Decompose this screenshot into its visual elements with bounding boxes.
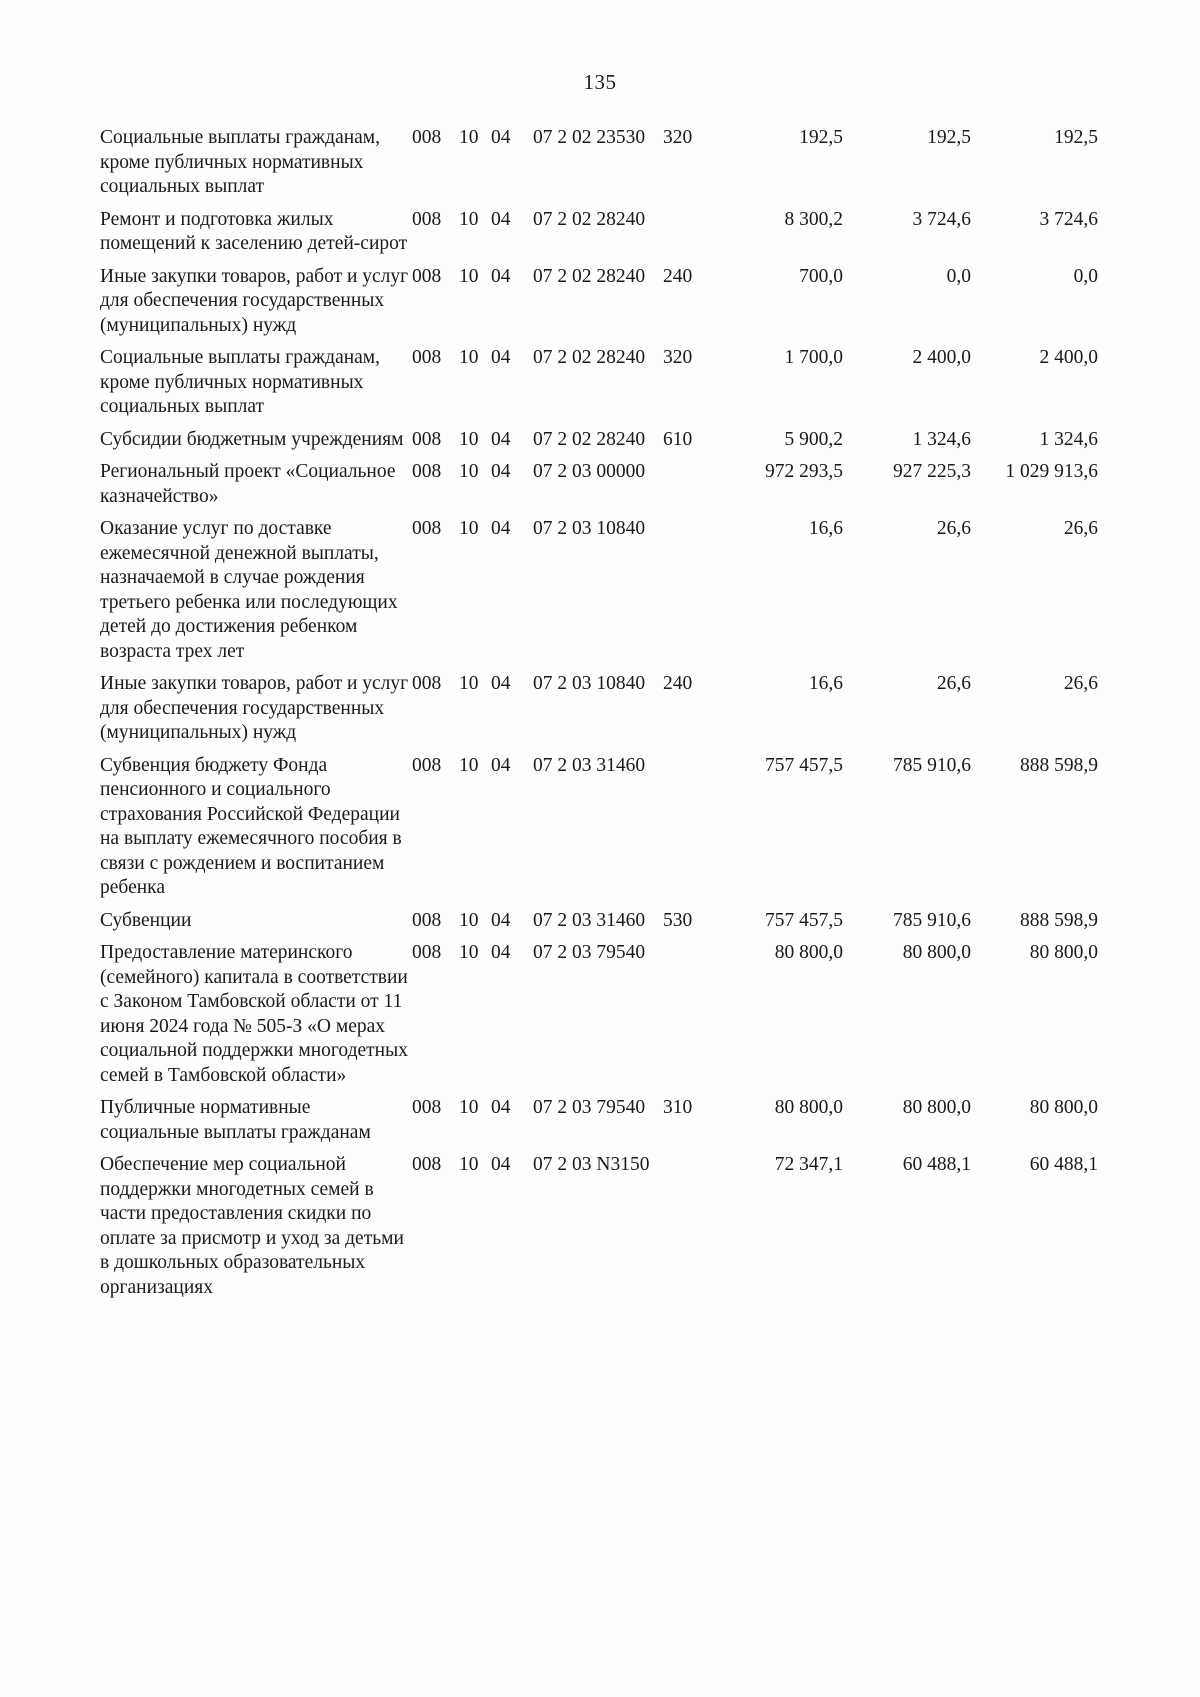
row-name: Иные закупки товаров, работ и услуг для обеспечения государственных (муниципальных) нужд bbox=[100, 673, 409, 743]
page-number: 135 bbox=[583, 70, 617, 94]
row-target-article: 07 2 03 31460 bbox=[533, 754, 646, 776]
table-row bbox=[100, 208, 1098, 265]
row-expense-type bbox=[663, 208, 713, 265]
row-expense-type: 320 bbox=[663, 127, 693, 148]
row-amount-year3: 888 598,9 bbox=[1020, 754, 1098, 776]
row-target-article: 07 2 02 23530 bbox=[533, 127, 646, 148]
row-expense-type: 530 bbox=[663, 909, 693, 931]
row-amount-year1: 192,5 bbox=[799, 127, 843, 148]
row-expense-type: 240 bbox=[663, 265, 693, 287]
row-expense-type bbox=[663, 460, 713, 517]
row-amount-year3: 26,6 bbox=[1063, 518, 1098, 539]
table-row bbox=[100, 517, 1098, 672]
row-amount-year1: 1 700,0 bbox=[784, 347, 843, 368]
row-name: Обеспечение мер социальной поддержки многодетных семей в части предоставления скидки по оплате за присмотр и уход за детьми в дошкольных образовательных организациях bbox=[100, 1154, 404, 1298]
row-name: Ремонт и подготовка жилых помещений к заселению детей-сирот bbox=[100, 208, 408, 254]
table-row bbox=[100, 909, 1098, 942]
row-grbs-code: 008 bbox=[412, 909, 442, 931]
row-amount-year2: 0,0 bbox=[946, 265, 971, 287]
table-row bbox=[100, 672, 1098, 754]
table-row bbox=[100, 1096, 1098, 1153]
row-grbs-code: 008 bbox=[412, 208, 442, 230]
table-row bbox=[100, 428, 1098, 461]
row-amount-year2: 927 225,3 bbox=[893, 461, 971, 482]
row-amount-year1: 16,6 bbox=[808, 673, 843, 694]
row-amount-year2: 80 800,0 bbox=[902, 1097, 971, 1118]
row-section-code: 10 bbox=[459, 518, 479, 539]
table-row bbox=[100, 941, 1098, 1096]
row-amount-year3: 192,5 bbox=[1054, 127, 1098, 148]
row-section-code: 10 bbox=[459, 347, 479, 368]
row-target-article: 07 2 02 28240 bbox=[533, 265, 646, 287]
row-amount-year2: 60 488,1 bbox=[902, 1154, 971, 1175]
row-subsection-code: 04 bbox=[491, 942, 511, 963]
row-amount-year1: 80 800,0 bbox=[774, 942, 843, 963]
row-expense-type: 310 bbox=[663, 1097, 693, 1118]
row-section-code: 10 bbox=[459, 754, 479, 776]
row-subsection-code: 04 bbox=[491, 754, 511, 776]
row-subsection-code: 04 bbox=[491, 428, 511, 450]
row-amount-year3: 888 598,9 bbox=[1020, 909, 1098, 931]
row-grbs-code: 008 bbox=[412, 673, 442, 694]
row-amount-year3: 1 324,6 bbox=[1039, 428, 1098, 450]
row-amount-year2: 192,5 bbox=[927, 127, 971, 148]
row-section-code: 10 bbox=[459, 265, 479, 287]
row-amount-year3: 0,0 bbox=[1073, 265, 1098, 287]
row-expense-type bbox=[663, 1153, 713, 1308]
row-amount-year2: 1 324,6 bbox=[912, 428, 971, 450]
table-row bbox=[100, 346, 1098, 428]
row-section-code: 10 bbox=[459, 909, 479, 931]
row-target-article: 07 2 03 79540 bbox=[533, 1097, 646, 1118]
row-amount-year3: 80 800,0 bbox=[1029, 942, 1098, 963]
row-subsection-code: 04 bbox=[491, 518, 511, 539]
budget-table-body bbox=[100, 126, 1098, 1308]
row-expense-type bbox=[663, 941, 713, 1096]
row-target-article: 07 2 03 79540 bbox=[533, 942, 646, 963]
row-section-code: 10 bbox=[459, 461, 479, 482]
row-amount-year1: 8 300,2 bbox=[784, 208, 843, 230]
row-amount-year2: 26,6 bbox=[936, 518, 971, 539]
row-target-article: 07 2 03 10840 bbox=[533, 673, 646, 694]
row-name: Оказание услуг по доставке ежемесячной денежной выплаты, назначаемой в случае рождения третьего ребенка или последующих детей до достижения ребенком возраста трех лет bbox=[100, 518, 398, 662]
row-target-article: 07 2 02 28240 bbox=[533, 347, 646, 368]
row-grbs-code: 008 bbox=[412, 347, 442, 368]
row-expense-type: 320 bbox=[663, 347, 693, 368]
row-name: Социальные выплаты гражданам, кроме публичных нормативных социальных выплат bbox=[100, 127, 381, 197]
row-target-article: 07 2 03 31460 bbox=[533, 909, 646, 931]
table-row bbox=[100, 265, 1098, 347]
row-section-code: 10 bbox=[459, 942, 479, 963]
row-expense-type: 240 bbox=[663, 673, 693, 694]
row-subsection-code: 04 bbox=[491, 1097, 511, 1118]
row-subsection-code: 04 bbox=[491, 347, 511, 368]
row-subsection-code: 04 bbox=[491, 208, 511, 230]
row-subsection-code: 04 bbox=[491, 265, 511, 287]
row-target-article: 07 2 03 00000 bbox=[533, 461, 646, 482]
row-grbs-code: 008 bbox=[412, 1154, 442, 1175]
row-amount-year3: 80 800,0 bbox=[1029, 1097, 1098, 1118]
table-row bbox=[100, 1153, 1098, 1308]
row-amount-year3: 1 029 913,6 bbox=[1005, 461, 1098, 482]
row-grbs-code: 008 bbox=[412, 1097, 442, 1118]
row-name: Иные закупки товаров, работ и услуг для обеспечения государственных (муниципальных) нужд bbox=[100, 265, 409, 336]
row-name: Субвенции bbox=[100, 909, 192, 931]
row-grbs-code: 008 bbox=[412, 942, 442, 963]
row-amount-year1: 16,6 bbox=[808, 518, 843, 539]
row-grbs-code: 008 bbox=[412, 754, 442, 776]
row-name: Публичные нормативные социальные выплаты гражданам bbox=[100, 1097, 371, 1143]
row-section-code: 10 bbox=[459, 1097, 479, 1118]
row-target-article: 07 2 03 N3150 bbox=[533, 1154, 650, 1175]
row-target-article: 07 2 03 10840 bbox=[533, 518, 646, 539]
row-section-code: 10 bbox=[459, 1154, 479, 1175]
table-row bbox=[100, 126, 1098, 208]
row-grbs-code: 008 bbox=[412, 127, 442, 148]
row-amount-year2: 785 910,6 bbox=[893, 754, 971, 776]
row-amount-year2: 3 724,6 bbox=[912, 208, 971, 230]
row-amount-year1: 5 900,2 bbox=[784, 428, 843, 450]
row-name: Региональный проект «Социальное казначейство» bbox=[100, 461, 396, 507]
row-subsection-code: 04 bbox=[491, 461, 511, 482]
row-amount-year1: 72 347,1 bbox=[774, 1154, 843, 1175]
row-grbs-code: 008 bbox=[412, 518, 442, 539]
row-amount-year3: 26,6 bbox=[1063, 673, 1098, 694]
row-subsection-code: 04 bbox=[491, 1154, 511, 1175]
row-amount-year2: 80 800,0 bbox=[902, 942, 971, 963]
row-section-code: 10 bbox=[459, 428, 479, 450]
row-grbs-code: 008 bbox=[412, 428, 442, 450]
row-amount-year1: 972 293,5 bbox=[765, 461, 843, 482]
row-subsection-code: 04 bbox=[491, 673, 511, 694]
row-subsection-code: 04 bbox=[491, 909, 511, 931]
table-row bbox=[100, 754, 1098, 909]
row-amount-year2: 2 400,0 bbox=[912, 347, 971, 368]
row-name: Предоставление материнского (семейного) капитала в соответствии с Законом Тамбовской области от 11 июня 2024 года № 505-З «О мерах социальной поддержки многодетных семей в Тамбовской области» bbox=[100, 942, 408, 1086]
row-grbs-code: 008 bbox=[412, 265, 442, 287]
row-amount-year1: 700,0 bbox=[799, 265, 843, 287]
row-grbs-code: 008 bbox=[412, 461, 442, 482]
table-row bbox=[100, 460, 1098, 517]
budget-table bbox=[100, 126, 1098, 1308]
row-amount-year1: 80 800,0 bbox=[774, 1097, 843, 1118]
row-amount-year1: 757 457,5 bbox=[765, 754, 843, 776]
row-name: Субвенция бюджету Фонда пенсионного и социального страхования Российской Федерации на выплату ежемесячного пособия в связи с рождением и воспитанием ребенка bbox=[100, 754, 402, 898]
row-target-article: 07 2 02 28240 bbox=[533, 428, 646, 450]
row-amount-year3: 60 488,1 bbox=[1029, 1154, 1098, 1175]
row-expense-type bbox=[663, 754, 713, 909]
row-amount-year3: 2 400,0 bbox=[1039, 347, 1098, 368]
row-name: Субсидии бюджетным учреждениям bbox=[100, 428, 404, 450]
row-section-code: 10 bbox=[459, 208, 479, 230]
row-name: Социальные выплаты гражданам, кроме публичных нормативных социальных выплат bbox=[100, 347, 381, 417]
row-expense-type bbox=[663, 517, 713, 672]
row-amount-year1: 757 457,5 bbox=[765, 909, 843, 931]
row-section-code: 10 bbox=[459, 127, 479, 148]
row-target-article: 07 2 02 28240 bbox=[533, 208, 646, 230]
row-expense-type: 610 bbox=[663, 428, 693, 450]
row-amount-year3: 3 724,6 bbox=[1039, 208, 1098, 230]
row-amount-year2: 785 910,6 bbox=[893, 909, 971, 931]
row-amount-year2: 26,6 bbox=[936, 673, 971, 694]
row-subsection-code: 04 bbox=[491, 127, 511, 148]
row-section-code: 10 bbox=[459, 673, 479, 694]
